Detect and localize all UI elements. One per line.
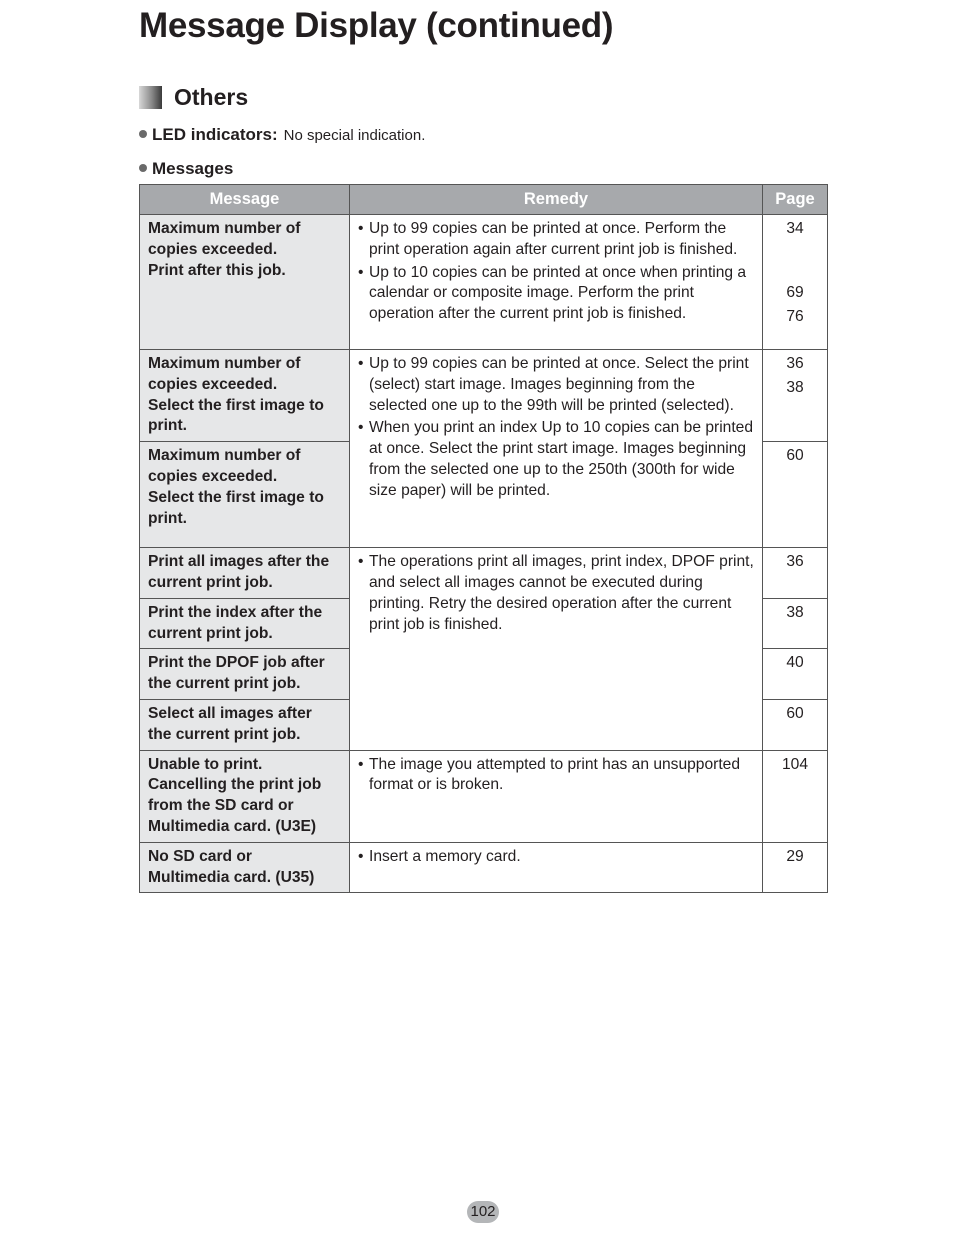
remedy-item: • Up to 10 copies can be printed at once when printing a calendar or composite image. Perform the print operation after the current print job is finished. [358, 263, 754, 325]
remedy-item: • Up to 99 copies can be printed at once. Select the print (select) start image. Images beginning from the selected one up to the 99th will be printed (selected). [358, 354, 754, 416]
remedy-item: • When you print an index Up to 10 copies can be printed at once. Select the print start image. Images beginning from the selected one up to the 250th (300th for wide size paper) will be printed. [358, 418, 754, 501]
page-cell [763, 598, 828, 649]
message-line: from the SD card or [148, 797, 294, 815]
message-line: Select the first image to [148, 396, 324, 414]
page-cell [763, 215, 828, 350]
message-cell [140, 842, 350, 893]
section-heading [139, 84, 248, 110]
message-line: Maximum number of [148, 447, 301, 465]
page-ref: 60 [786, 704, 804, 722]
page-title: Message Display (continued) [139, 6, 614, 45]
page-cell [763, 699, 828, 750]
message-line: current print job. [148, 624, 273, 642]
message-line: print. [148, 417, 187, 435]
remedy-cell [350, 750, 763, 842]
message-line: current print job. [148, 573, 273, 591]
remedy-cell [350, 350, 763, 548]
remedy-item: • Up to 99 copies can be printed at once. Perform the print operation again after current print job is finished. [358, 219, 754, 261]
message-line: Cancelling the print job [148, 776, 322, 794]
message-cell [140, 350, 350, 442]
remedy-cell [350, 548, 763, 750]
message-line: Print the DPOF job after [148, 654, 325, 672]
page-ref: 38 [786, 603, 804, 621]
table-row [140, 750, 828, 842]
table-row [140, 842, 828, 893]
table-row [140, 215, 828, 350]
header-remedy: Remedy [350, 185, 763, 215]
message-line: Multimedia card. (U35) [148, 868, 315, 886]
message-cell [140, 699, 350, 750]
page-cell [763, 750, 828, 842]
page-ref: 38 [786, 379, 804, 396]
section-marker-icon [139, 86, 162, 109]
page-ref: 40 [786, 654, 804, 672]
message-line: Multimedia card. (U3E) [148, 817, 317, 835]
page-ref: 104 [781, 755, 809, 773]
message-line: Print all images after the [148, 553, 330, 571]
message-line: the current print job. [148, 675, 301, 693]
message-line: Unable to print. [148, 755, 263, 773]
message-cell [140, 548, 350, 599]
messages-table [139, 184, 828, 893]
message-line: copies exceeded. [148, 240, 278, 258]
messages-label: Messages [152, 159, 234, 178]
message-cell [140, 598, 350, 649]
remedy-item: • The image you attempted to print has an unsupported format or is broken. [358, 755, 754, 797]
page-ref: 69 [786, 284, 804, 301]
header-page: Page [763, 185, 828, 215]
message-line: copies exceeded. [148, 467, 278, 485]
message-line: Print the index after the [148, 603, 323, 621]
table-row [140, 350, 828, 442]
bullet-icon [139, 164, 147, 172]
message-cell [140, 215, 350, 350]
table-header-row [140, 185, 828, 215]
remedy-item: • Insert a memory card. [358, 847, 754, 868]
led-indicators-value: No special indication. [283, 127, 426, 144]
page-spacer [763, 243, 827, 283]
bullet-icon [139, 130, 147, 138]
message-line: Select the first image to [148, 488, 324, 506]
remedy-item: • The operations print all images, print index, DPOF print, and select all images cannot be executed during printing. Retry the desired operation after the current print job is finished. [358, 552, 754, 635]
table-row [140, 548, 828, 599]
page-number-badge: 102 [467, 1201, 499, 1223]
page-cell [763, 842, 828, 893]
page-ref: 76 [786, 308, 804, 325]
remedy-cell [350, 842, 763, 893]
header-message: Message [140, 185, 350, 215]
message-line: print. [148, 509, 187, 527]
page-ref: 34 [786, 220, 804, 237]
message-line: Maximum number of [148, 220, 301, 237]
message-line: Maximum number of [148, 355, 301, 372]
section-title: Others [174, 83, 249, 110]
message-line: Select all images after [148, 704, 312, 722]
message-cell [140, 750, 350, 842]
page-cell [763, 548, 828, 599]
message-cell [140, 442, 350, 548]
message-line: copies exceeded. [148, 375, 278, 393]
message-line: the current print job. [148, 725, 301, 743]
page-cell [763, 442, 828, 548]
messages-heading [139, 159, 233, 179]
led-indicators-label: LED indicators: [152, 125, 278, 144]
page-cell [763, 350, 828, 442]
message-cell [140, 649, 350, 700]
page-ref: 36 [786, 355, 804, 372]
page-cell [763, 649, 828, 700]
remedy-cell [350, 215, 763, 350]
page-ref: 60 [786, 447, 804, 465]
page-ref: 29 [786, 847, 804, 865]
message-line: No SD card or [148, 847, 252, 865]
message-line: Print after this job. [148, 261, 286, 279]
led-indicators-line [139, 125, 425, 145]
page-ref: 36 [786, 553, 804, 571]
